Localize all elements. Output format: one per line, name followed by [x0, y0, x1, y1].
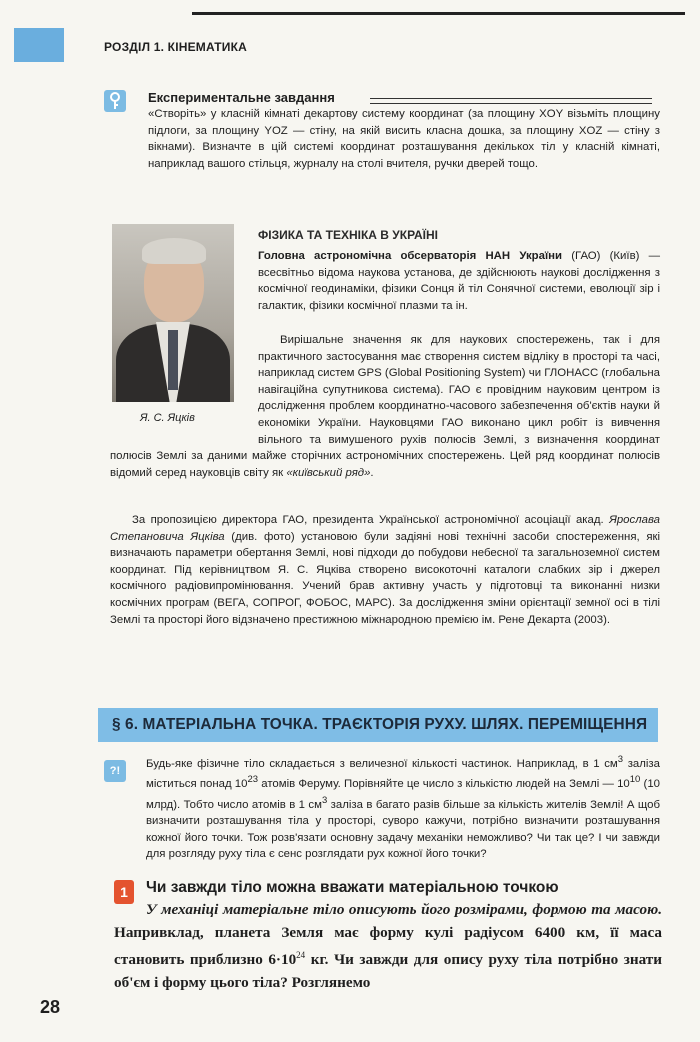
- key-icon: [104, 90, 126, 112]
- photo-caption: Я. С. Яцків: [140, 412, 195, 424]
- chapter-tab-marker: [14, 28, 64, 62]
- heading-rule: [370, 98, 652, 104]
- subsection-text: У механіці матеріальне тіло описують його розмірами, формою та масою. Напривклад, планета Земля має форму кулі радіусом 6400 км, її маса становить приблизно $6\cdot 10^{24}$ кг. Чи завжди для опису руху тіла потрібно знати об'єм і форму цього тіла? Розглянемо: [114, 901, 662, 991]
- physics-paragraph-1: Головна астрономічна обсерваторія НАН України (ГАО) (Київ) — всесвітньо відома наукова установа, де здійснюють наукові дослідження з космічної геодинаміки, фізики Сонця й тіл Сонячної системи, еволюції зір і галактик, фізики космічної плазми та ін.: [258, 250, 660, 312]
- subsection-heading: Чи завжди тіло можна вважати матеріальною точкою: [146, 879, 559, 896]
- top-rule: [192, 12, 685, 15]
- experiment-heading: Експериментальне завдання: [148, 90, 335, 105]
- section-title: § 6. МАТЕРІАЛЬНА ТОЧКА. ТРАЄКТОРІЯ РУХУ. ШЛЯХ. ПЕРЕМІЩЕННЯ: [112, 716, 648, 733]
- subsection-number: 1: [114, 880, 134, 904]
- section-intro: Будь-яке фізичне тіло складається з величезної кількості частинок. Наприклад, в 1 $см^3$ заліза міститься понад $10^{23}$ атомів Феруму. Порівняйте це число з кількістю людей на Землі — $10^{10}$ (10 млрд). Тобто число атомів в 1 $см^3$ заліза в багато разів більше за кількість жителів Землі! А щоб визначити розташування тіла у просторі, суворо кажучи, потрібно визначити розташування кожної його точки. Тож розв'язати основну задачу механіки неможливо? Чи так це? І чи завжди для розгляду руху тіла є сенс розглядати рух кожної його точки?: [146, 754, 660, 861]
- question-icon: ?!: [104, 760, 126, 782]
- physics-paragraph-3: За пропозицією директора ГАО, президента Української астрономічної асоціації акад. Ярослава Степановича Яцківа (див. фото) установою були задіяні нові технічні засоби спостереження, які визначають параметри обертання Землі, нові підходи до побудови небесної та загальноземної систем координат. Під керівництвом Я. С. Яцківа створено високоточні каталоги слабких зір і джерел космічного радіовипромінювання. Учений брав активну участь у підготовці та виконанні низки космічних програм (ВЕГА, СОПРОГ, ФОБОС, МАРС). За дослідження зміни орієнтації земної осі в тілі Землі та просторі його відзначено престижною міжнародною премією ім. Рене Декарта (2003).: [110, 514, 660, 626]
- page-number: 28: [40, 997, 61, 1017]
- physics-paragraph-2: Вирішальне значення як для наукових спостережень, так і для практичного застосування має створення систем відліку в просторі та часі, наприклад систем GPS (Global Positioning System) чи ГЛОНАСС (глобальна навігаційна супутникова система). ГАО є провідним науковим центром із дослідження проблем координатно-часового забезпечення об'єктів науки й економіки України. Науковцями ГАО виконано цикл робіт із вивчення вільного та вимушеного рухів полюсів Землі, з визначення координат полюсів Землі за даними майже сторічних астрономічних спостережень. Цей ряд координат полюсів відомий серед науковців світу як «київський ряд».: [110, 334, 660, 479]
- observatory-name: Головна астрономічна обсерваторія НАН України: [258, 250, 563, 262]
- chapter-title: РОЗДІЛ 1. КІНЕМАТИКА: [104, 40, 248, 54]
- physics-box-heading: ФІЗИКА ТА ТЕХНІКА В УКРАЇНІ: [258, 228, 438, 242]
- experiment-text: «Створіть» у класній кімнаті декартову систему координат (за площину XOY візьміть площину підлоги, за площину YOZ — стіну, на якій висить класна дошка, за площину XOZ — стіну з вікнами). Визначте в цій системі координат розташування декількох тіл у класній кімнаті, наприклад вашого стільця, журналу на столі вчителя, ручки дверей тощо.: [148, 108, 660, 170]
